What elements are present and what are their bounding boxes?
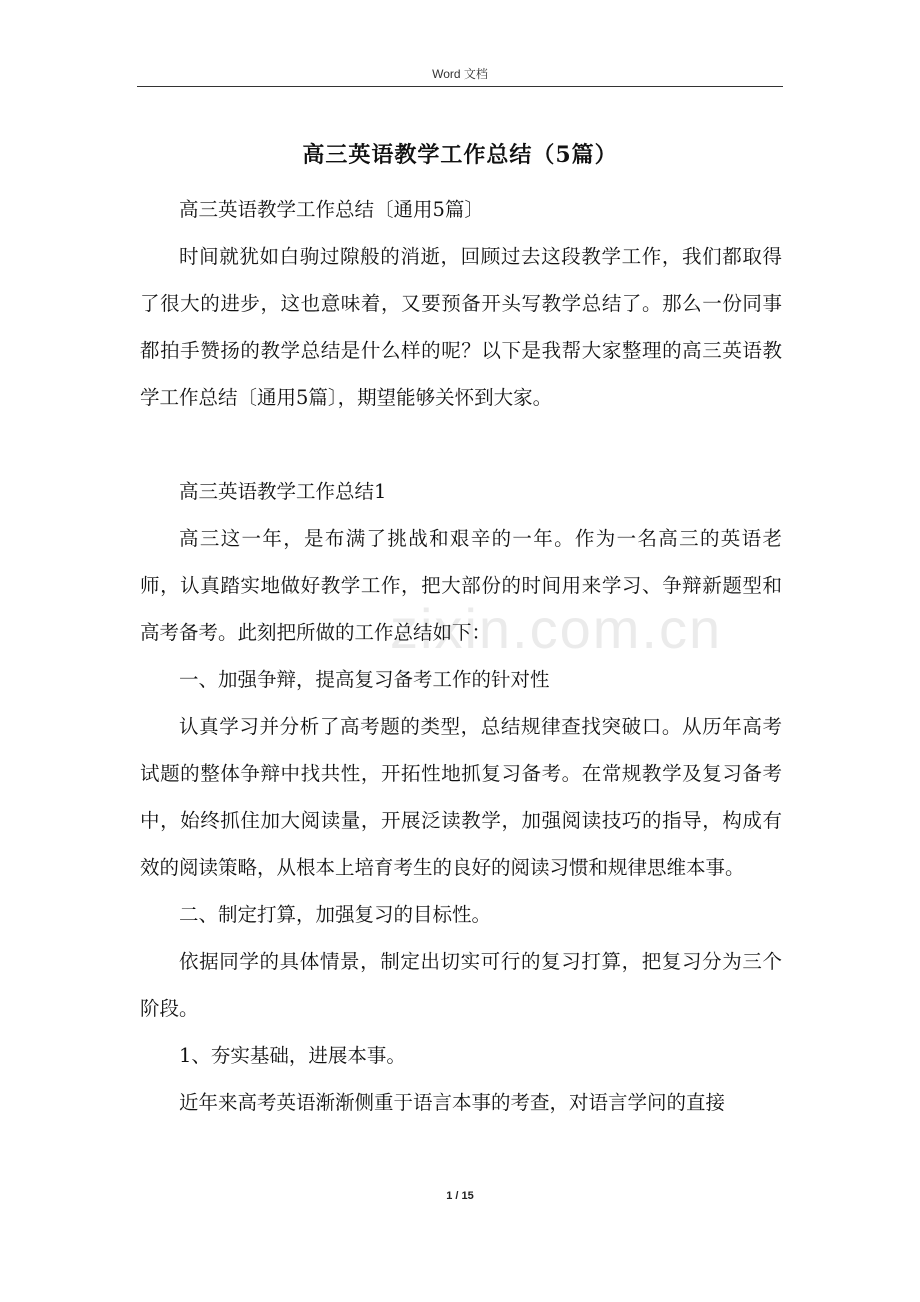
watermark: zixin.com.cn <box>390 597 723 660</box>
intro-paragraph: 时间就犹如白驹过隙般的消逝，回顾过去这段教学工作，我们都取得了很大的进步，这也意味着，又要预备开头写教学总结了。那么一份同事都拍手赞扬的教学总结是什么样的呢？以下是我帮大家整理的高三英语教学工作总结〔通用5篇〕，期望能够关怀到大家。 <box>140 245 782 409</box>
section-heading-1: 高三英语教学工作总结1 <box>179 480 387 503</box>
blank-line <box>140 421 782 468</box>
document-title: 高三英语教学工作总结（5篇） <box>302 142 618 168</box>
paragraph-trend: 近年来高考英语渐渐侧重于语言本事的考查，对语言学问的直接 <box>179 1091 726 1114</box>
page-indicator: 1 / 15 <box>446 1190 474 1202</box>
paragraph-plan: 依据同学的具体情景，制定出切实可行的复习打算，把复习分为三个阶段。 <box>140 950 782 1020</box>
paragraph-overview: 高三这一年，是布满了挑战和艰辛的一年。作为一名高三的英语老师，认真踏实地做好教学工作，把大部份的时间用来学习、争辩新题型和高考备考。此刻把所做的工作总结如下： <box>140 527 782 644</box>
document-body <box>140 186 782 1126</box>
heading-step-1: 1、夯实基础，进展本事。 <box>179 1044 406 1067</box>
heading-part-1: 一、加强争辩，提高复习备考工作的针对性 <box>179 668 550 691</box>
subtitle-paragraph: 高三英语教学工作总结〔通用5篇〕 <box>179 198 484 221</box>
header-text: Word 文档 <box>432 67 488 81</box>
paragraph-research: 认真学习并分析了高考题的类型，总结规律查找突破口。从历年高考试题的整体争辩中找共性，开拓性地抓复习备考。在常规教学及复习备考中，始终抓住加大阅读量，开展泛读教学，加强阅读技巧的指导，构成有效的阅读策略，从根本上培育考生的良好的阅读习惯和规律思维本事。 <box>140 715 782 879</box>
page-header <box>137 64 783 87</box>
heading-part-2: 二、制定打算，加强复习的目标性。 <box>179 903 492 926</box>
page-footer <box>0 1190 920 1202</box>
